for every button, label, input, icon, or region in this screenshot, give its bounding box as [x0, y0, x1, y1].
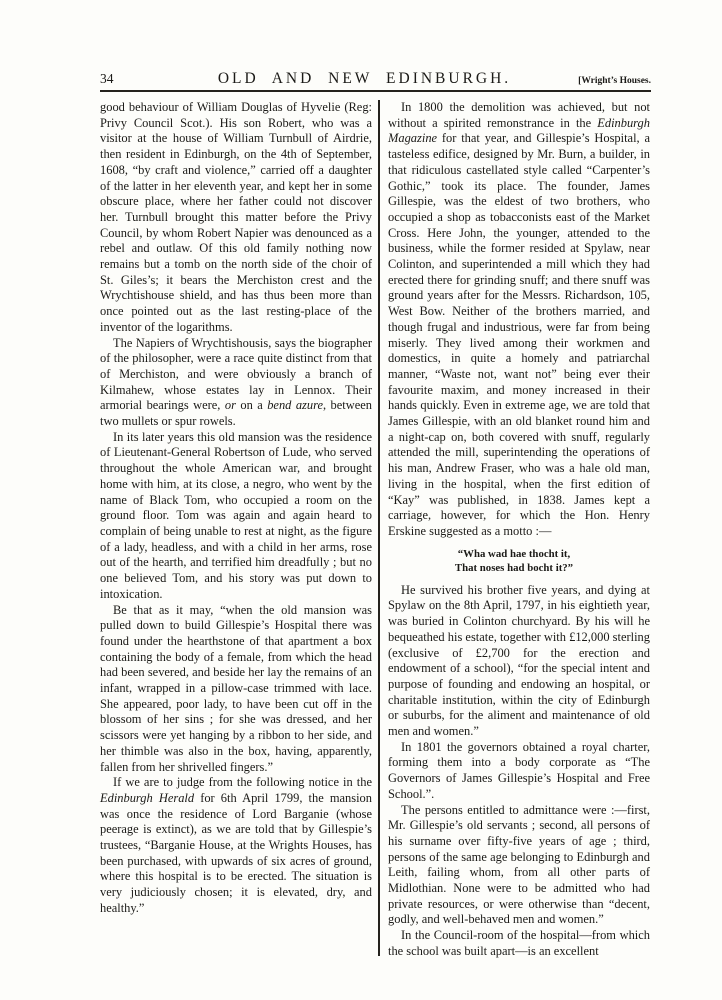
body-text: for that year, and Gillespie’s Hospital, a tasteless edifice, designed by Mr. Burn, a builder, in that ridiculous castellated style called “Carpenter’s Gothic,” took its place. The founder, James Gillespie, was the eldest of two brothers, who occupied a shop as tobacconists east of the Market Cross. Here John, the younger, attended to the business, while the former resided at Spylaw, near Colinton, and superintended a mill which they had erected there for grinding snuff; and there snuff was ground years after for the Messrs. Richardson, 105, West Bow. Neither of the brothers married, and though frugal and industrious, were far from being miserly. They lived among their workmen and domestics, in quite a homely and patriarchal manner, “Waste not, want not” being ever their favourite maxim, and money increased in their hands quickly. Even in extreme age, we are told that James Gillespie, with an old blanket round him and a night-cap on, both covered with snuff, regularly attended the mill, superintending the operations of his man, Andrew Fraser, who was a hale old man, living in the hospital, when the first edition of “Kay” was published, in 1838. James kept a carriage, however, for which the Hon. Henry Erskine suggested as a motto :—: [388, 131, 650, 538]
body-text: good behaviour of William Douglas of Hyvelie (Reg: Privy Council Scot.). His son Robert, who was a visitor at the house of William Turnbull of Airdrie, then resident in Edinburgh, on the 4th of September, 1608, “by craft and violence,” carried off a daughter of the latter in her eleventh year, and kept her in some obscure place, where her father could not discover her. Turnbull brought this matter before the Privy Council, by whom Robert Napier was denounced as a rebel and outlaw. Of this old family nothing now remains but a tomb on the north side of the choir of St. Giles’s; it bears the Merchiston crest and the Wrychtishouse shield, and has thus been more than once pointed out as the last resting-place of the inventor of the logarithms.: [100, 100, 372, 334]
body-text: for 6th April 1799, the mansion was once the residence of Lord Barganie (whose peerage is extinct), as we are told that by Gillespie’s trustees, “Barganie House, at the Wrights Houses, has been purchased, with upwards of six acres of ground, where this hospital is to be erected. The situation is very judiciously chosen; it is elevated, dry, and healthy.”: [100, 790, 372, 915]
paragraph: [388, 740, 650, 803]
body-text: , between two mullets or spur rowels.: [100, 398, 372, 429]
body-text: If we are to judge from the following notice in the: [113, 775, 372, 790]
paragraph: [388, 100, 650, 540]
paragraph: [100, 603, 372, 776]
body-text: In its later years this old mansion was the residence of Lieutenant-General Robertson of Lude, who served throughout the whole American war, and brought home with him, at its close, a negro, who went by the name of Black Tom, who occupied a room on the ground floor. Tom was again and again heard to complain of being unable to rest at night, as the figure of a lady, headless, and with a child in her arms, rose out of the hearth, and terrified him dreadfully ; but no one believed Tom, and his story was put down to intoxication.: [100, 429, 372, 601]
paragraph: [388, 928, 650, 959]
paragraph: [100, 430, 372, 603]
paragraph: [388, 803, 650, 929]
text-columns: [100, 100, 651, 960]
italic-text: bend azure: [267, 398, 323, 413]
paragraph: [100, 336, 372, 430]
header-rule: [100, 90, 651, 92]
italic-text: Edinburgh Magazine: [388, 115, 650, 146]
right-column: [388, 100, 650, 960]
margin-note: [Wright’s Houses.: [578, 76, 651, 86]
verse-line: That noses had bocht it?”: [454, 562, 574, 575]
left-column: [100, 100, 372, 917]
verse-line: “Wha wad hae thocht it,: [457, 547, 571, 560]
body-text: In 1801 the governors obtained a royal charter, forming them into a body corporate as “The Governors of James Gillespie’s Hospital and Free School.”.: [388, 739, 650, 801]
page-header: [100, 70, 651, 88]
body-text: The Napiers of Wrychtishousis, says the biographer of the philosopher, were a race quite distinct from that of Merchiston, and were obviously a branch of Kilmahew, whose estates lay in Lennox. Their armorial bearings were,: [100, 335, 372, 413]
body-text: In 1800 the demolition was achieved, but not without a spirited remonstrance in the: [388, 100, 650, 130]
page-title: OLD AND NEW EDINBURGH.: [217, 70, 512, 87]
motto-verse: [388, 547, 640, 576]
body-text: on a: [235, 398, 268, 413]
body-text: In the Council-room of the hospital—from which the school was built apart—is an excellent: [388, 928, 650, 958]
page-number: 34: [100, 71, 114, 86]
paragraph: [100, 775, 372, 916]
column-divider: [378, 100, 380, 956]
body-text: He survived his brother five years, and dying at Spylaw on the 8th April, 1797, in his eightieth year, was buried in Colinton churchyard. By his will he bequeathed his estate, together with £12,000 sterling (exclusive of £2,700 for the erection and endowment of a school), “for the special intent and purpose of founding and endowing an hospital, or charitable institution, within the city of Edinburgh or suburbs, for the aliment and maintenance of old men and women.”: [388, 582, 650, 739]
italic-text: or: [224, 398, 236, 413]
paragraph: [100, 100, 372, 336]
italic-text: Edinburgh Herald: [100, 790, 195, 805]
body-text: The persons entitled to admittance were :—first, Mr. Gillespie’s old servants ; second, all persons of his surname over fifty-five years of age ; third, persons of the same age belonging to Edinburgh and Leith, failing whom, from all other parts of Midlothian. None were to be admitted who had private resources, or were otherwise than “decent, godly, and well-behaved men and women.”: [388, 802, 650, 927]
body-text: Be that as it may, “when the old mansion was pulled down to build Gillespie’s Hospital there was found under the hearthstone of that apartment a box containing the body of a female, from which the head had been severed, and beside her lay the remains of an infant, wrapped in a pillow-case trimmed with lace. She appeared, poor lady, to have been cut off in the blossom of her sins ; for she was dressed, and her scissors were yet hanging by a ribbon to her side, and her thimble was also in the box, having, apparently, fallen from her shrivelled fingers.”: [100, 602, 372, 774]
paragraph: [388, 583, 650, 740]
